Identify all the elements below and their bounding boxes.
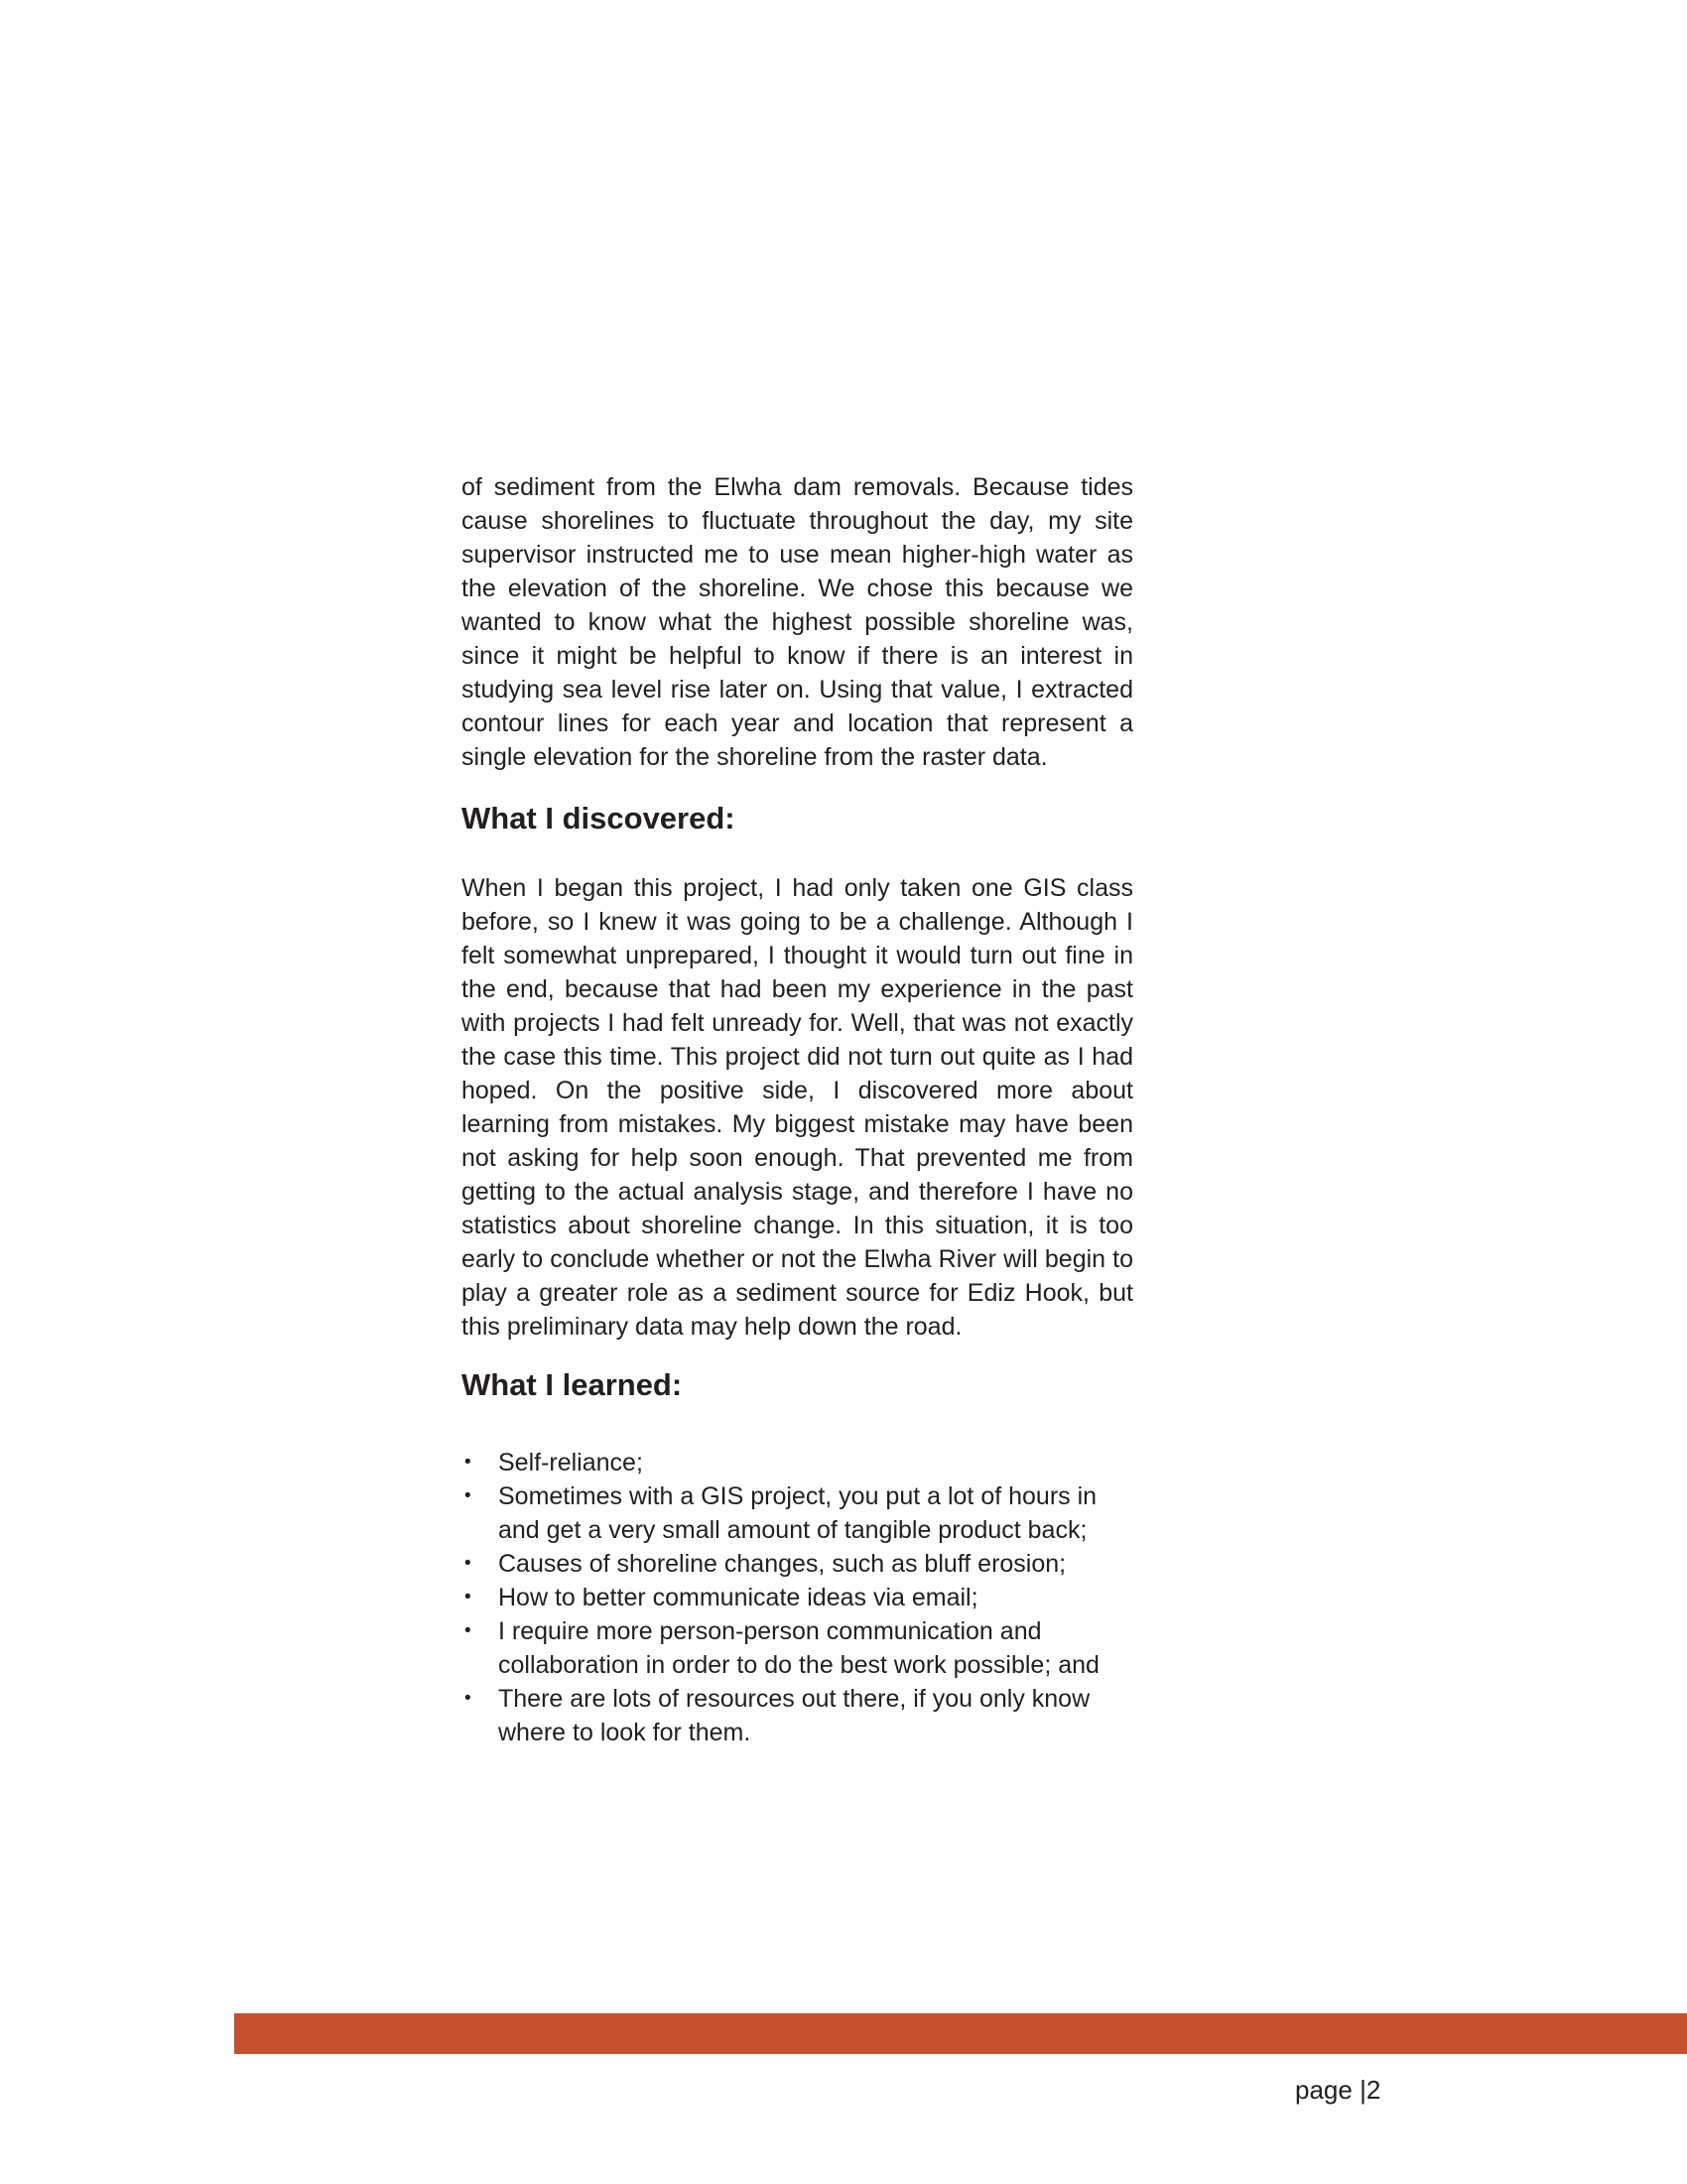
list-item-text: There are lots of resources out there, if you only know where to look for them. (498, 1685, 1091, 1746)
content-column (461, 470, 1133, 1749)
heading-what-i-discovered: What I discovered: (461, 801, 735, 835)
list-item (461, 1547, 1133, 1581)
footer-accent-bar (234, 2013, 1687, 2054)
list-item (461, 1581, 1133, 1614)
list-item-text: Self-reliance; (498, 1449, 643, 1477)
bullet-icon: • (464, 1553, 471, 1574)
page-number-label: page |2 (1295, 2075, 1381, 2105)
bullet-icon: • (464, 1452, 471, 1473)
list-item-text: How to better communicate ideas via email; (498, 1584, 978, 1611)
list-item (461, 1446, 1133, 1479)
list-item-text: Causes of shoreline changes, such as bluff erosion; (498, 1550, 1067, 1578)
intro-paragraph: of sediment from the Elwha dam removals. Because tides cause shorelines to fluctuate throughout the day, my site supervisor instructed me to use mean higher-high water as the elevation of the shoreline. We chose this because we wanted to know what the highest possible shoreline was, since it might be helpful to know if there is an interest in studying sea level rise later on. Using that value, I extracted contour lines for each year and location that represent a single elevation for the shoreline from the raster data. (461, 473, 1133, 771)
list-item (461, 1682, 1133, 1749)
list-item-text: I require more person-person communication and collaboration in order to do the best work possible; and (498, 1617, 1100, 1679)
list-item (461, 1614, 1133, 1682)
list-item (461, 1479, 1133, 1547)
bullet-icon: • (464, 1485, 471, 1506)
bullet-icon: • (464, 1620, 471, 1641)
bullet-icon: • (464, 1688, 471, 1709)
bullet-icon: • (464, 1587, 471, 1607)
discovered-paragraph: When I began this project, I had only taken one GIS class before, so I knew it was going to be a challenge. Although I felt somewhat unprepared, I thought it would turn out fine in the end, because that had been my experience in the past with projects I had felt unready for. Well, that was not exactly the case this time. This project did not turn out quite as I had hoped. On the positive side, I discovered more about learning from mistakes. My biggest mistake may have been not asking for help soon enough. That prevented me from getting to the actual analysis stage, and therefore I have no statistics about shoreline change. In this situation, it is too early to conclude whether or not the Elwha River will begin to play a greater role as a sediment source for Ediz Hook, but this preliminary data may help down the road. (461, 874, 1133, 1341)
heading-what-i-learned: What I learned: (461, 1367, 683, 1402)
learned-bullet-list (461, 1446, 1133, 1749)
list-item-text: Sometimes with a GIS project, you put a lot of hours in and get a very small amount of tangible product back; (498, 1482, 1098, 1544)
